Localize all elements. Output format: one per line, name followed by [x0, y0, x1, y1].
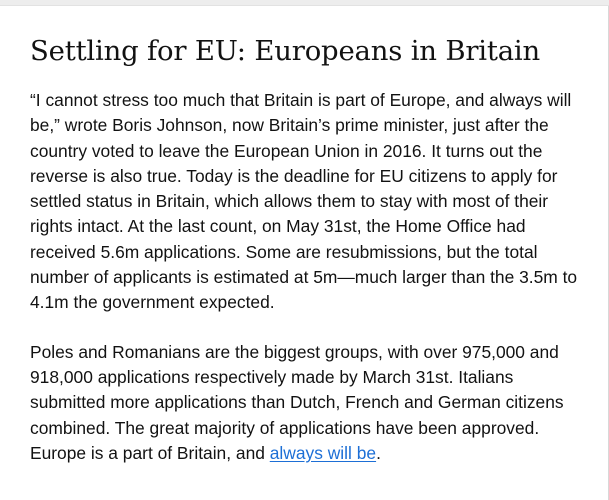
- paragraph-2-text: Poles and Romanians are the biggest groups, with over 975,000 and 918,000 applications respectively made by March 31st. Italians submitted more applications than Dutch, French and German citizens combined. The great majority of applications have been approved. Europe is a part of Britain, and: [30, 341, 564, 463]
- article-paragraph-1: “I cannot stress too much that Britain is part of Europe, and always will be,” wrote Boris Johnson, now Britain’s prime minister, just after the country voted to leave the European Union in 2016. It turns out the reverse is also true. Today is the deadline for EU citizens to apply for settled status in Britain, which allows them to stay with most of their rights intact. At the last count, on May 31st, the Home Office had received 5.6m applications. Some are resubmissions, but the total number of applicants is estimated at 5m—much larger than the 3.5m to 4.1m the government expected.: [30, 90, 578, 313]
- paragraph-2-end: .: [376, 442, 381, 463]
- top-divider: [0, 0, 609, 6]
- article-body: [30, 32, 590, 466]
- article-headline: Settling for EU: Europeans in Britain: [30, 35, 541, 67]
- always-will-be-link[interactable]: always will be: [269, 442, 377, 463]
- article-paragraph-2: [30, 340, 590, 466]
